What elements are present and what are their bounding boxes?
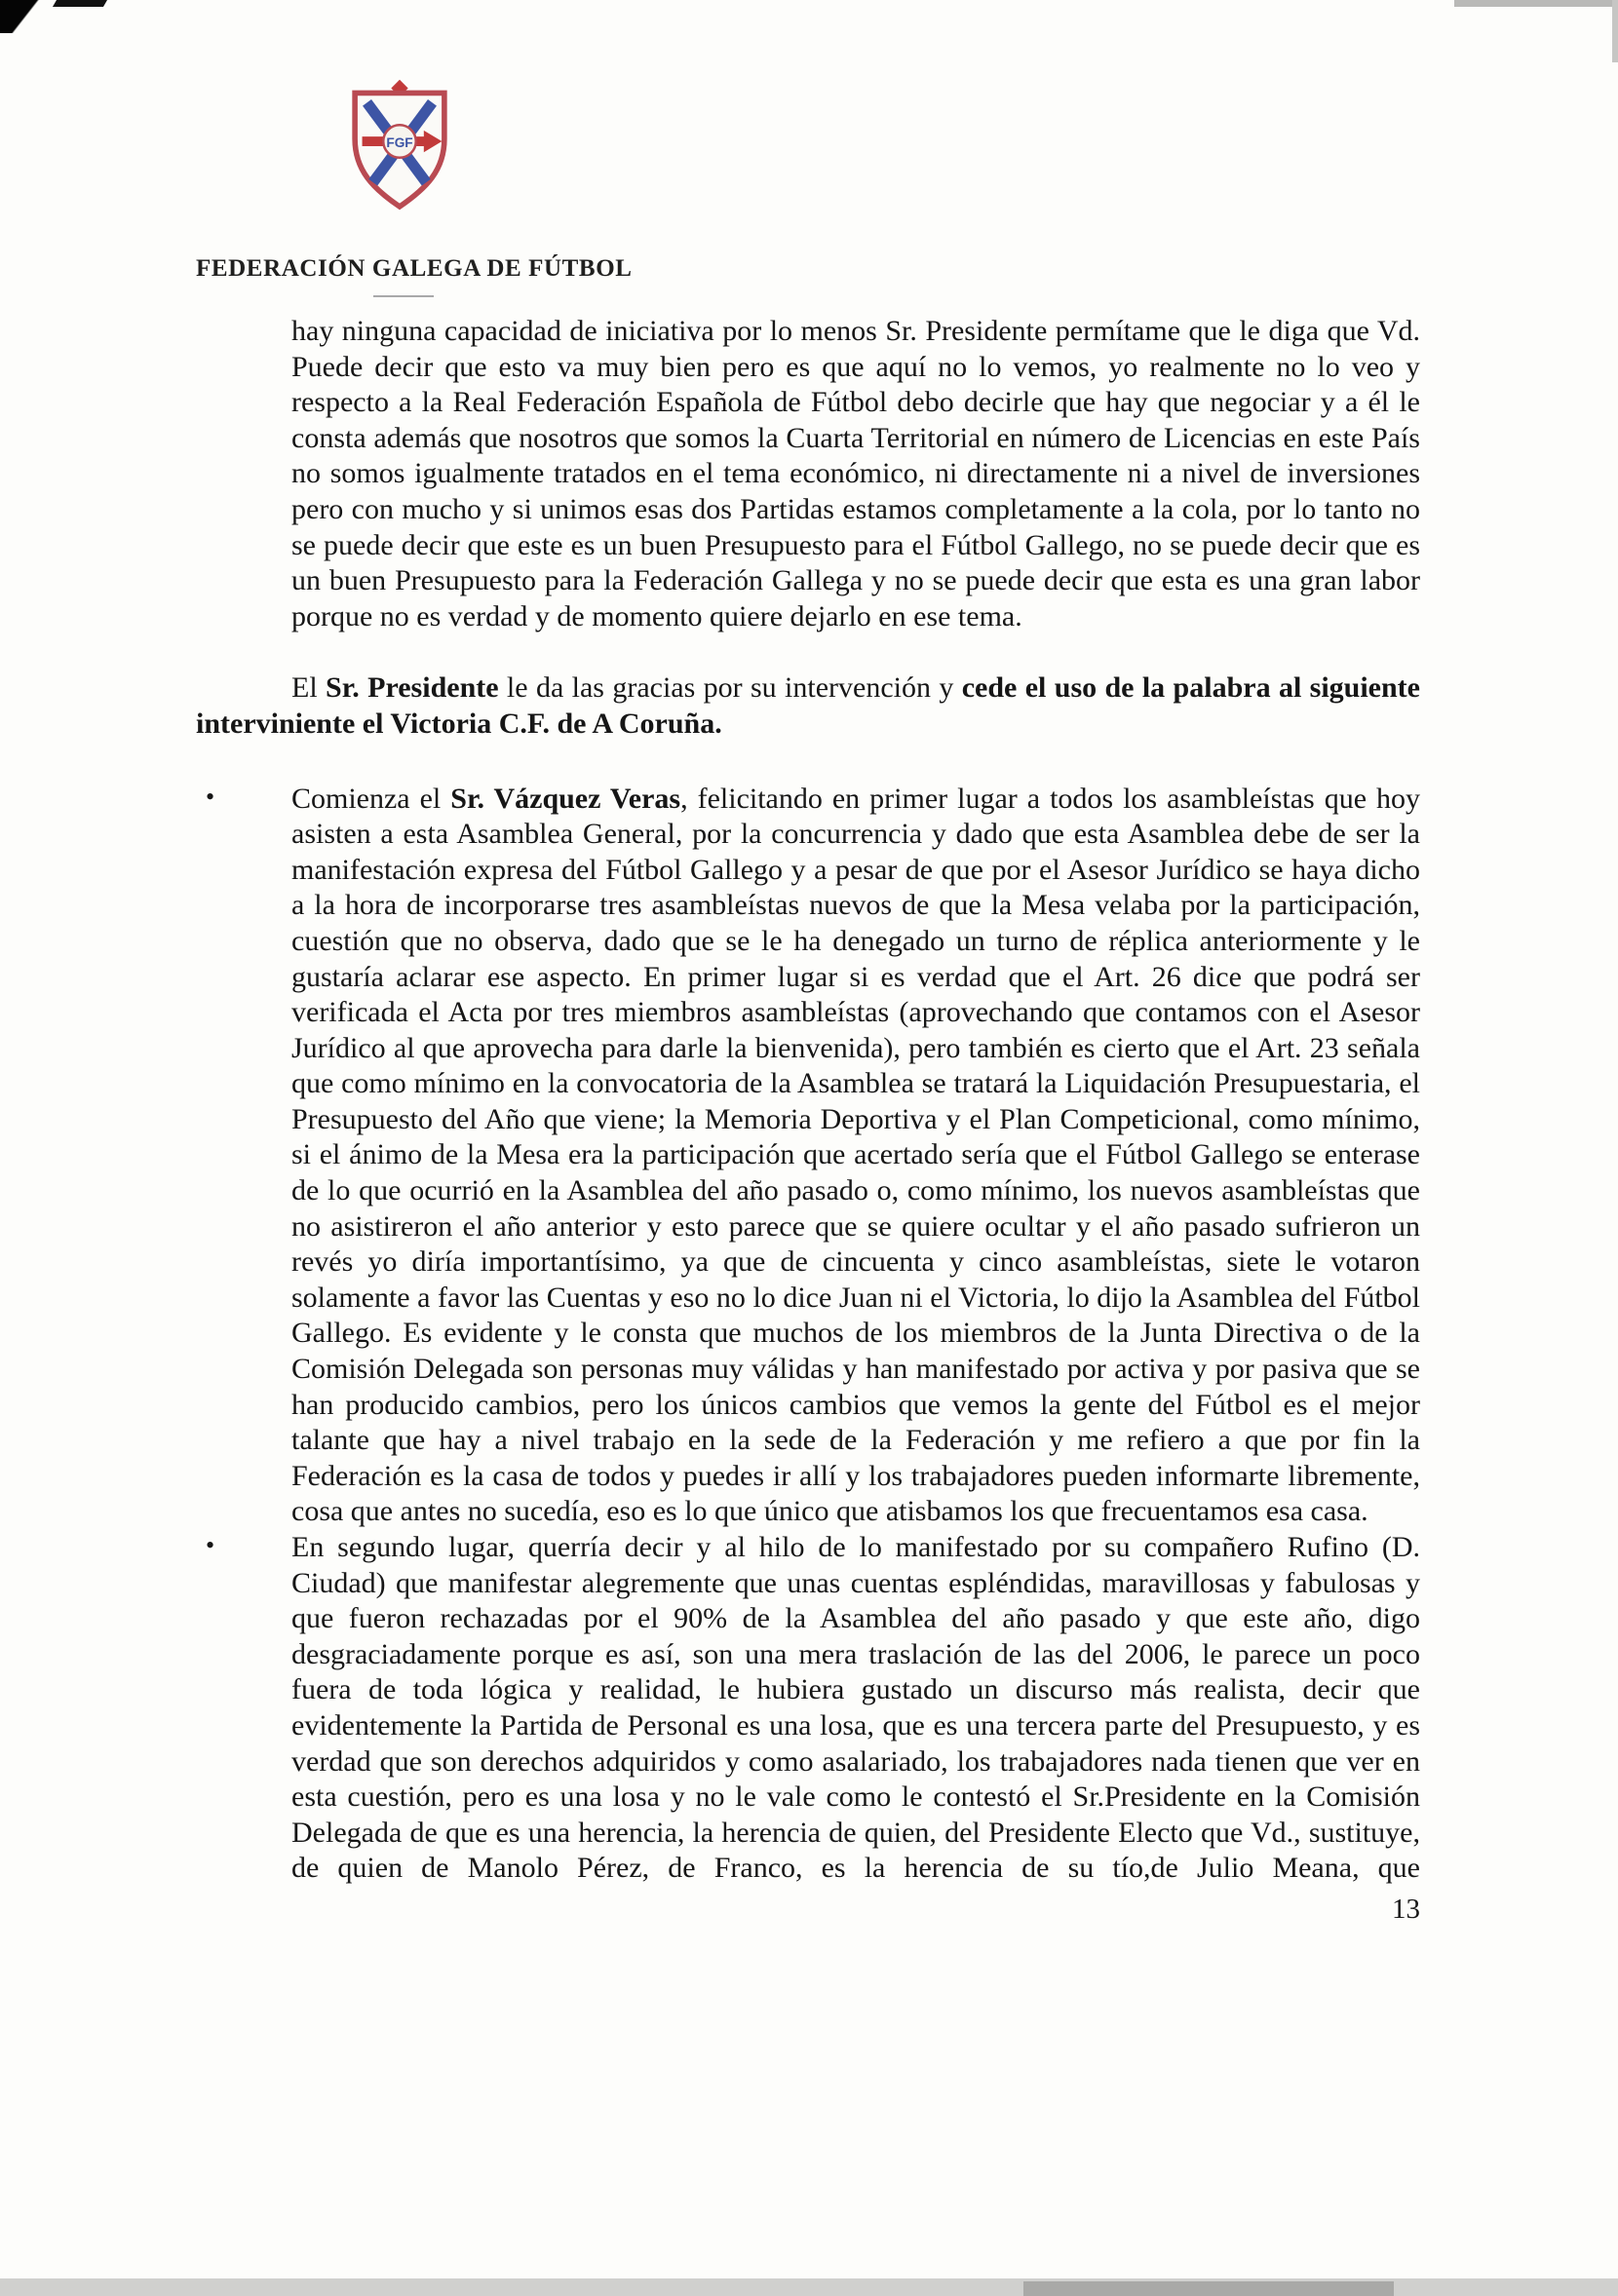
text-run-bold-speaker: Sr. Vázquez Veras [450, 782, 681, 815]
scan-artifact-top-left-strip [53, 0, 107, 7]
crest-icon [339, 78, 460, 214]
page-number: 13 [1392, 1893, 1420, 1925]
bullet-item-second-point [206, 1530, 1420, 1887]
paragraph-president-handover [196, 670, 1420, 742]
text-run: , felicitando en primer lugar a todos los asambleístas que hoy asisten a esta Asamblea General, por la concurrencia y dado que esta Asamblea debe de ser la manifestación expresa del Fútbol Gallego y a pesar de que por el Asesor Jurídico se haya dicho a la hora de incorporarse tres asambleístas nuevos de que la Mesa velaba por la participación, cuestión que no observa, dado que se le ha denegado un turno de réplica anteriormente y le gustaría aclarar ese aspecto. En primer lugar si es verdad que el Art. 26 dice que podrá ser verificada el Acta por tres miembros asambleístas (aprovechando que contamos con el Asesor Jurídico al que aprovecha para darle la bienvenida), pero también es cierto que el Art. 23 señala que como mínimo en la convocatoria de la Asamblea se tratará la Liquidación Presupuestaria, el Presupuesto del Año que viene; la Memoria Deportiva y el Plan Competicional, como mínimo, si el ánimo de la Mesa era la participación que acertado sería que el Fútbol Gallego se enterase de lo que ocurrió en la Asamblea del año pasado o, como mínimo, los nuevos asambleístas que no asistireron el año anterior y esto parece que se quiere ocultar y el año pasado sufrieron un revés yo diría importantísimo, ya que de cincuenta y cinco asambleístas, siete le votaron solamente a favor las Cuentas y eso no lo dice Juan ni el Victoria, lo dijo la Asamblea del Fútbol Gallego. Es evidente y le consta que muchos de los miembros de la Junta Directiva o de la Comisión Delegada son personas muy válidas y han manifestado por activa y por pasiva que se han producido cambios, pero los únicos cambios que vemos la gente del Fútbol es el mejor talante que hay a nivel trabajo en la sede de la Federación y me refiero a que por fin la Federación es la casa de todos y puedes ir allí y los trabajadores pueden informarte libremente, cosa que antes no sucedía, eso es lo que único que atisbamos los que frecuentamos esa casa. [291, 782, 1420, 1528]
bullet-item-vazquez-veras [206, 782, 1420, 1530]
scan-artifact-bottom-smudge [1023, 2281, 1394, 2296]
text-run: El [291, 671, 327, 705]
text-run: Comienza el [291, 782, 451, 815]
bullet-item-text [291, 782, 1420, 1530]
header-underline-mark [373, 295, 434, 297]
crest-monogram: FGF [386, 135, 413, 151]
text-run: le da las gracias por su intervención y [498, 671, 962, 705]
federation-name-header: FEDERACIÓN GALEGA DE FÚTBOL [196, 255, 633, 282]
document-body [196, 314, 1420, 1928]
bullet-marker: • [206, 1531, 215, 1559]
text-run-bold-handover: cede el uso de la palabra al siguiente interviniente el Victoria C.F. de A Coruña. [196, 671, 1420, 740]
text-run-bold-president: Sr. Presidente [326, 671, 499, 705]
scan-artifact-right-edge [1612, 0, 1618, 62]
bullet-item-text: En segundo lugar, querría decir y al hilo de lo manifestado por su compañero Rufino (D. Ciudad) que manifestar alegremente que unas cuentas espléndidas, maravillosas y fabulosas y que fueron rechazadas por el 90% de la Asamblea del año pasado y que este año, digo desgraciadamente porque es así, son una mera traslación de las del 2006, le parece un poco fuera de toda lógica y realidad, le hubiera gustado un discurso más realista, decir que evidentemente la Partida de Personal es una losa, que es una tercera parte del Presupuesto, y es verdad que son derechos adquiridos y como asalariado, los trabajadores nada tienen que ver en esta cuestión, pero es una losa y no le vale como le contestó el Sr.Presidente en la Comisión Delegada de que es una herencia, la herencia de quien, del Presidente Electo que Vd., sustituye, de quien de Manolo Pérez, de Franco, es la herencia de su tío,de Julio Meana, que [291, 1531, 1420, 1885]
scan-artifact-top-right [1454, 0, 1618, 7]
federation-crest-logo [339, 78, 460, 214]
paragraph-continuation: hay ninguna capacidad de iniciativa por lo menos Sr. Presidente permítame que le diga que Vd. Puede decir que esto va muy bien pero es que aquí no lo vemos, yo realmente no lo veo y respecto a la Real Federación Española de Fútbol debo decirle que hay que negociar y a él le consta además que nosotros que somos la Cuarta Territorial en número de Licencias en este País no somos igualmente tratados en el tema económico, ni directamente ni a nivel de inversiones pero con mucho y si unimos esas dos Partidas estamos completamente a la cola, por lo tanto no se puede decir que este es un buen Presupuesto para el Fútbol Gallego, no se puede decir que es un buen Presupuesto para la Federación Gallega y no se puede decir que esta es una gran labor porque no es verdad y de momento quiere dejarlo en ese tema. [291, 315, 1420, 632]
bullet-marker: • [206, 782, 215, 811]
